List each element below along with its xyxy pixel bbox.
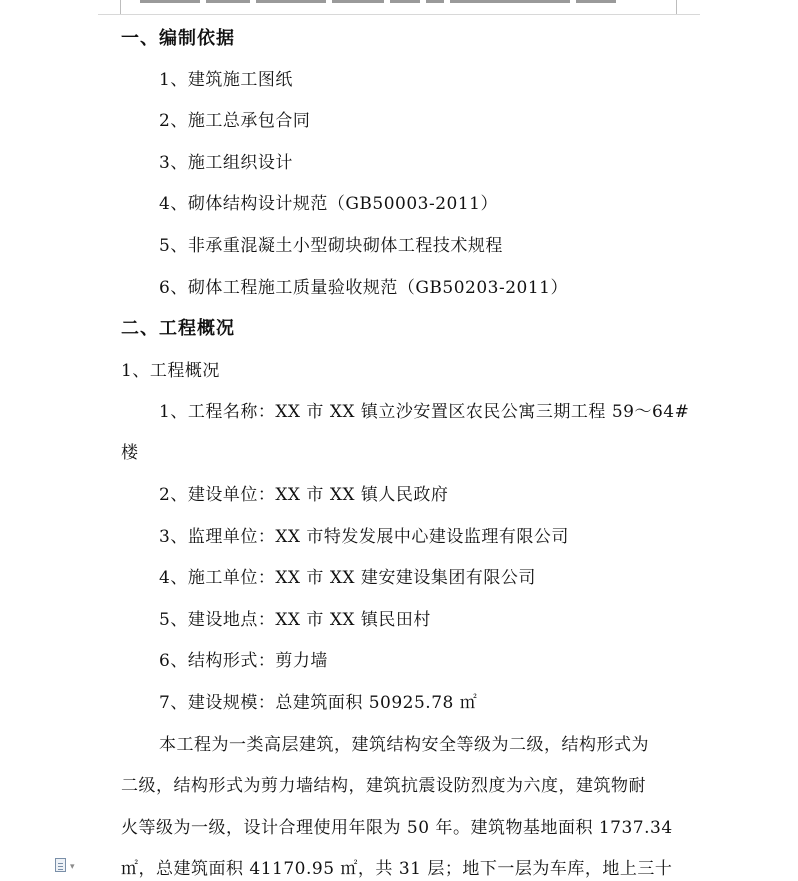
list-item: 6、结构形式：剪力墙 [159,651,328,671]
chevron-down-icon: ▾ [70,862,75,872]
list-item: 6、砌体工程施工质量验收规范（GB50203-2011） [159,278,568,298]
document-icon [55,858,66,872]
paragraph-line: ㎡，总建筑面积 41170.95 ㎡，共 31 层；地下一层为车库，地上三十 [121,859,673,879]
list-item: 2、施工总承包合同 [159,111,311,131]
crop-mark-right [676,0,677,14]
project-name-line: 1、工程名称：XX 市 XX 镇立沙安置区农民公寓三期工程 59～64# [159,402,690,422]
list-item: 7、建设规模：总建筑面积 50925.78 ㎡ [159,693,478,713]
list-item: 5、建设地点：XX 市 XX 镇民田村 [159,610,431,630]
list-item: 2、建设单位：XX 市 XX 镇人民政府 [159,485,449,505]
paragraph-line: 本工程为一类高层建筑，建筑结构安全等级为二级，结构形式为 [159,735,649,755]
list-item: 4、施工单位：XX 市 XX 建安建设集团有限公司 [159,568,536,588]
section-heading-basis: 一、编制依据 [121,28,235,49]
subheading: 1、工程概况 [121,361,220,381]
project-name-continuation: 楼 [121,443,139,463]
header-rule [98,14,700,15]
section-heading-overview: 二、工程概况 [121,318,235,339]
list-item: 3、监理单位：XX 市特发发展中心建设监理有限公司 [159,527,569,547]
list-item: 5、非承重混凝土小型砌块砌体工程技术规程 [159,236,503,256]
paragraph-line: 二级，结构形式为剪力墙结构，建筑抗震设防烈度为六度，建筑物耐 [121,776,646,796]
page-header-fragment [140,0,660,6]
paragraph-options-button[interactable] [55,858,85,874]
list-item: 3、施工组织设计 [159,153,293,173]
list-item: 1、建筑施工图纸 [159,70,293,90]
paragraph-line: 火等级为一级，设计合理使用年限为 50 年。建筑物基地面积 1737.34 [121,818,673,838]
list-item: 4、砌体结构设计规范（GB50003-2011） [159,194,498,214]
crop-mark-left [120,0,121,14]
